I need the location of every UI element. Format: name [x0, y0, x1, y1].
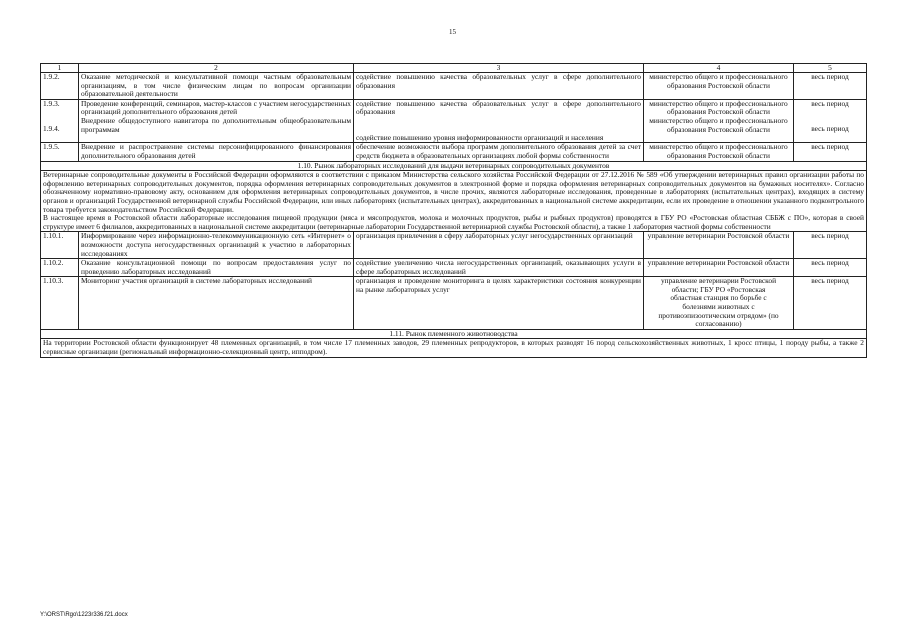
table-row — [41, 99, 867, 143]
term: весь период — [811, 98, 849, 108]
table-row — [41, 259, 867, 277]
column-header: 1 — [41, 64, 79, 73]
section-description — [41, 171, 867, 232]
section-paragraph: На территории Ростовской области функционирует 48 племенных организаций, в том числе 17 племенных заводов, 29 племенных репродукторов, в которых разводят 16 пород сельскохозяйственных животных, 1 кросс птицы, 1 породу рыбы, а также 2 сервисные организации (региональный информационно-селекционный центр, ипподром). — [41, 339, 867, 357]
section-title: 1.11. Рынок племенного животноводства — [41, 329, 867, 339]
responsible-party: министерство общего и профессионального образования Ростовской области — [644, 73, 794, 100]
section-title: 1.10. Рынок лабораторных исследований для выдачи ветеринарных сопроводительных документов — [41, 161, 867, 171]
activity-text: Информирование через информационно-телекоммуникационную сеть «Интернет» о возможности доступа негосударственных организаций к участию в лабораторных исследованиях — [79, 232, 354, 259]
expected-result: организация привлечения в сферу лабораторных услуг негосударственных организаций — [354, 232, 644, 259]
term: весь период — [794, 259, 867, 277]
responsible-party-pair — [644, 99, 794, 143]
expected-result: содействие повышению качества образовательных услуг в сфере дополнительного образования — [356, 98, 641, 117]
row-number: 1.10.2. — [41, 259, 79, 277]
responsible-party: управление ветеринарии Ростовской области; ГБУ РО «Ростовская областная станция по борьбе с болезнями животных с противоэпизоотическим отрядом» (по согласованию) — [644, 277, 794, 330]
responsible-party: управление ветеринарии Ростовской области — [644, 232, 794, 259]
expected-result: организация и проведение мониторинга в целях характеристики состояния конкуренции на рынке лабораторных услуг — [354, 277, 644, 330]
table-row — [41, 232, 867, 259]
page-number: 15 — [449, 28, 456, 36]
term: весь период — [794, 143, 867, 161]
section-description-row — [41, 339, 867, 357]
expected-result: содействие повышению качества образовательных услуг в сфере дополнительного образования — [354, 73, 644, 100]
column-header: 5 — [794, 64, 867, 73]
term-pair — [794, 99, 867, 143]
table-row — [41, 73, 867, 100]
activity-text: Мониторинг участия организаций в системе лабораторных исследований — [79, 277, 354, 330]
responsible-party: министерство общего и профессионального образования Ростовской области — [644, 143, 794, 161]
responsible-party: министерство общего и профессионального образования Ростовской области — [649, 98, 788, 117]
row-number: 1.9.4. — [43, 124, 60, 134]
row-number: 1.9.2. — [41, 73, 79, 100]
section-description-row — [41, 171, 867, 232]
responsible-party: министерство общего и профессионального образования Ростовской области — [649, 115, 788, 134]
expected-result: обеспечение возможности выбора программ дополнительного образования детей за счет средств бюджета в образовательных организациях любой формы собственности — [354, 143, 644, 161]
activity-text: Оказание консультационной помощи по вопросам предоставления услуг по проведению лабораторных исследований — [79, 259, 354, 277]
column-header: 4 — [644, 64, 794, 73]
activity-text-pair — [79, 99, 354, 143]
row-number-pair — [41, 99, 79, 143]
row-number: 1.10.3. — [41, 277, 79, 330]
activities-table — [40, 63, 867, 358]
document-file-path: Y:\ORST\Rgo\1223r336.f21.docx — [40, 612, 128, 618]
column-header: 2 — [79, 64, 354, 73]
expected-result-pair — [354, 99, 644, 143]
term: весь период — [794, 277, 867, 330]
row-number: 1.9.5. — [41, 143, 79, 161]
term: весь период — [794, 232, 867, 259]
expected-result: содействие увеличению числа негосударственных организаций, оказывающих услуги в сфере лабораторных исследований — [354, 259, 644, 277]
section-paragraph: Ветеринарные сопроводительные документы в Российской Федерации оформляются в соответствии с приказом Министерства сельского хозяйства Российской Федерации от 27.12.2016 № 589 «Об утверждении ветеринарных правил организации работы по оформлению ветеринарных сопроводительных документов, порядка оформления ветеринарных сопроводительных документов в электронной форме и порядка оформления ветеринарных сопроводительных документов на бумажных носителях». Согласно обозначенному нормативно-правовому акту, основанием для оформления ветеринарных сопроводительных документов, в числе прочих, являются лабораторные исследования, проведенные в лабораториях (испытательных центрах), входящих в систему органов и организаций Государственной ветеринарной службы Российской Федерации, или иных лабораториях (испытательных центрах), аккредитованных в национальной системе аккредитации, если их проведение в отношении указанного подконтрольного товара требуется законодательством Российской Федерации. — [43, 170, 864, 214]
activity-text: Внедрение и распространение системы персонифицированного финансирования дополнительного образования детей — [79, 143, 354, 161]
activity-text: Внедрение общедоступного навигатора по дополнительным общеобразовательным программам — [81, 115, 351, 134]
term: весь период — [811, 124, 849, 134]
column-header: 3 — [354, 64, 644, 73]
responsible-party: управление ветеринарии Ростовской области — [644, 259, 794, 277]
table-row — [41, 277, 867, 330]
activity-text: Оказание методической и консультативной помощи частным образовательным организациям, в том числе физическим лицам по вопросам организации образовательной деятельности — [79, 73, 354, 100]
table-row — [41, 143, 867, 161]
term: весь период — [794, 73, 867, 100]
row-number: 1.9.3. — [43, 98, 60, 108]
expected-result: содействие повышению уровня информированности организаций и населения — [356, 132, 604, 142]
section-paragraph: В настоящее время в Ростовской области лабораторные исследования пищевой продукции (мяса и мясопродуктов, молока и молочных продуктов, рыбы и рыбных продуктов) проводятся в ГБУ РО «Ростовская областная СББЖ с ПО», которая в своей структуре имеет 6 филиалов, аккредитованных в национальной системе аккредитации (ветеринарные лаборатории Государственной ветеринарной службы Ростовской области), а также 1 лаборатория частной формы собственности — [43, 213, 864, 231]
row-number: 1.10.1. — [41, 232, 79, 259]
activity-text: Проведение конференций, семинаров, мастер-классов с участием негосударственных организаций дополнительного образования детей — [81, 98, 351, 117]
